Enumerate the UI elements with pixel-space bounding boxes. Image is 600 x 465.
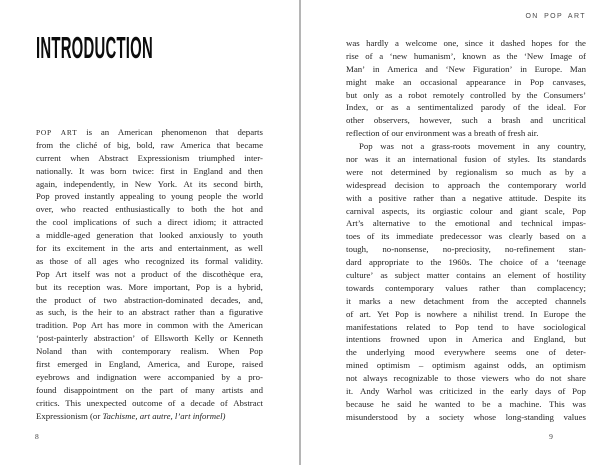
text-line: might make an occasional appearance in Pop canvases, <box>346 76 586 87</box>
text-line: the cool implications of such a direct idiom; it attracted <box>36 217 263 228</box>
text-line: found disappointment on the part of many artists and <box>36 384 263 395</box>
text-line: toes of its immediate predecessor was clearly based on a <box>346 231 586 242</box>
text-line: because he said he wanted to be a machine. This was <box>346 398 586 409</box>
text-line: Expressionism (or Tachisme, art autre, l’art informel) <box>36 410 226 421</box>
text-line: Pop Art itself was not a product of the discothèque era, <box>36 268 263 279</box>
text-line: tough, no-nonsense, no-preciosity, no-refinement stan- <box>346 244 586 255</box>
left-page-textblock <box>36 126 263 422</box>
text-line: over, who reacted enthusiastically to both the hot and <box>36 204 263 215</box>
text-line: eyebrows and indignation were accompanied by a pro- <box>36 371 263 382</box>
text-line: nationally. It was born twice: first in England and then <box>36 165 263 176</box>
text-line: it marks a new detachment from the accepted channels <box>346 295 586 306</box>
text-line: from the cliché of big, bold, raw America that became <box>36 139 263 150</box>
text-line: carnival aspects, its orgiastic colour and giant scale, Pop <box>346 205 586 216</box>
text-line: Man’ in America and ‘New Figuration’ in Europe. Man <box>346 63 586 74</box>
text-line: ‘post-painterly abstraction’ of Ellsworth Kelly or Kenneth <box>36 333 263 344</box>
text-line: for its excitement in the arts and entertainment, as well <box>36 243 263 254</box>
page-number-left: 8 <box>35 432 39 441</box>
text-line: misunderstood by a society whose long-standing values <box>346 411 586 422</box>
text-line: Index, or as a sentimentalized parody of the ideal. For <box>346 102 586 113</box>
text-line: were not determined by regionalism so much as by a <box>346 166 586 177</box>
text-line: widespread decision to approach the contemporary world <box>346 179 586 190</box>
text-line: a middle-aged generation that looked anxiously to youth <box>36 230 263 241</box>
text-line: Noland than with contemporary realism. When Pop <box>36 346 263 357</box>
text-line: as those of all ages who recognized its formal validity. <box>36 255 263 266</box>
text-line: again, independently, in New York. At its second birth, <box>36 178 263 189</box>
right-page-textblock <box>346 37 586 424</box>
text-line: reflection of our environment was a breath of fresh air. <box>346 128 539 139</box>
text-line: towards contemporary values rather than complacency; <box>346 282 586 293</box>
running-header: ON POP ART <box>525 13 586 20</box>
text-line: POP ART is an American phenomenon that departs <box>36 127 263 137</box>
body-paragraph <box>36 126 263 422</box>
text-line: as such, is the heir to an abstract rather than a figurative <box>36 307 263 318</box>
page-number-right: 9 <box>549 432 553 441</box>
text-line: other observers, however, such a brash and uncritical <box>346 115 586 126</box>
right-page <box>301 0 600 465</box>
body-paragraph <box>346 37 586 140</box>
text-line: not always recognizable to those viewers who do not share <box>346 373 586 384</box>
text-line: Pop proved instantly appealing to young people the world <box>36 191 263 202</box>
text-line: but only as a robot remotely controlled by the Consumers’ <box>346 89 586 100</box>
text-line: manifestations related to Pop tend to have sociological <box>346 321 586 332</box>
text-line: intentions frowned upon in America and England, but <box>346 334 586 345</box>
text-line: the product of two abstraction-dominated decades, and, <box>36 294 263 305</box>
text-line: culture’ as subject matter contains an element of hostility <box>346 270 586 281</box>
text-line: first emerged in England, America, and Europe, raised <box>36 359 263 370</box>
text-line: mined optimism – optimism against odds, an optimism <box>346 360 586 371</box>
text-line: tradition. Pop Art has more in common with the American <box>36 320 263 331</box>
text-line: with a positive rather than a negative attitude. Despite its <box>346 192 586 203</box>
text-line: of art. Yet Pop is nowhere a nihilist trend. In Europe the <box>346 308 586 319</box>
text-line: current when Abstract Expressionism triumphed inter- <box>36 152 263 163</box>
text-line: Art’s alternative to the emotional and technical impas- <box>346 218 586 229</box>
text-line: rise of a ‘new humanism’, known as the ‘New Image of <box>346 50 586 61</box>
left-page <box>0 0 299 465</box>
chapter-heading: INTRODUCTION <box>36 30 153 65</box>
text-line: dard appropriate to the 1960s. The choice of a ‘teenage <box>346 257 586 268</box>
text-line: it. Andy Warhol was criticized in the early days of Pop <box>346 386 586 397</box>
text-line: critics. This unexpected outcome of a decade of Abstract <box>36 397 263 408</box>
text-line: Pop was not a grass-roots movement in any country, <box>359 141 586 152</box>
text-line: the underlying mood everywhere seems one of deter- <box>346 347 586 358</box>
text-line: but its reception was. More important, Pop is a hybrid, <box>36 281 263 292</box>
body-paragraph <box>346 140 586 424</box>
text-line: was hardly a welcome one, since it dashed hopes for the <box>346 38 586 48</box>
text-line: nor was it an international fusion of styles. Its standards <box>346 154 586 165</box>
